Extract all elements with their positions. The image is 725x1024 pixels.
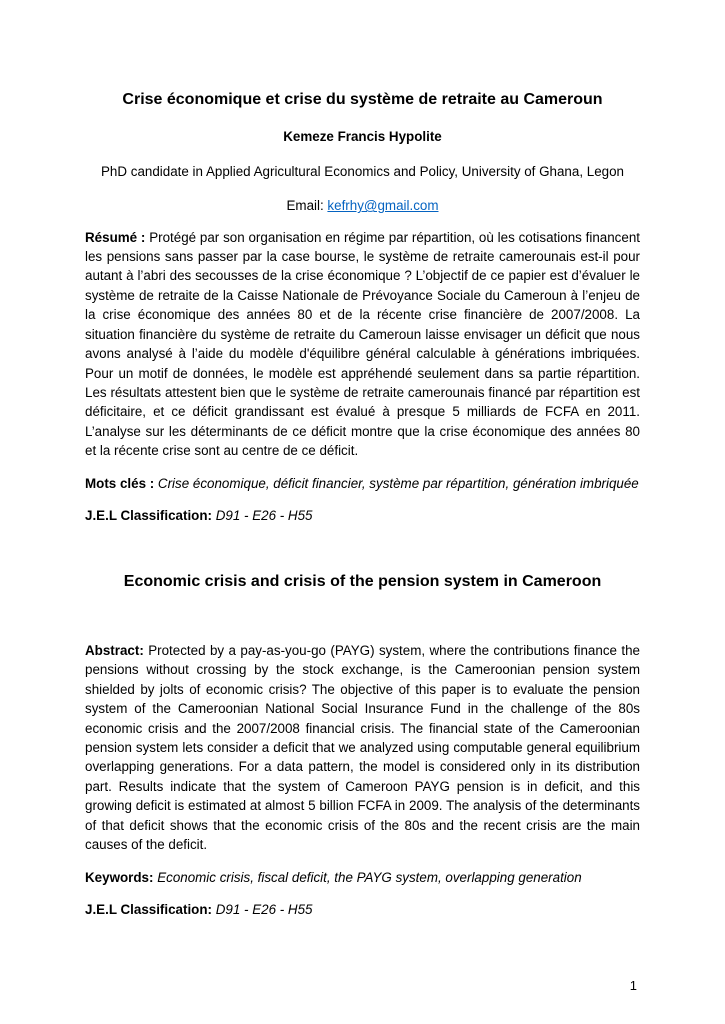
page-number: 1 bbox=[629, 978, 637, 994]
jel-classification-fr bbox=[85, 506, 640, 525]
jel-classification-en bbox=[85, 900, 640, 919]
author-name: Kemeze Francis Hypolite bbox=[283, 129, 442, 145]
author-affiliation: PhD candidate in Applied Agricultural Economics and Policy, University of Ghana, Legon bbox=[100, 163, 625, 179]
french-title: Crise économique et crise du système de retraite au Cameroun bbox=[122, 91, 603, 108]
resume-label: Résumé : bbox=[85, 229, 146, 245]
mots-cles-text: Crise économique, déficit financier, système par répartition, génération imbriquée bbox=[154, 475, 639, 491]
english-title: Economic crisis and crisis of the pension system in Cameroon bbox=[123, 572, 602, 590]
resume-paragraph bbox=[85, 228, 640, 461]
email-label: Email: bbox=[286, 198, 328, 214]
email-line bbox=[85, 196, 640, 215]
jel-text-en: D91 - E26 - H55 bbox=[212, 902, 313, 918]
mots-cles-paragraph bbox=[85, 474, 640, 493]
keywords-paragraph bbox=[85, 868, 640, 887]
abstract-text: Protected by a pay-as-you-go (PAYG) system, where the contributions finance the pensions without crossing by the stock exchange, is the Cameroonian pension system shielded by jolts of economic crisis? The objective of this paper is to evaluate the pension system of the Cameroonian National Social Insurance Fund in the challenge of the 80s economic crisis and the 2007/2008 financial crisis. The financial state of the Cameroonian pension system lets consider a deficit that we analyzed using computable general equilibrium overlapping generations. For a data pattern, the model is considered only in its distribution part. Results indicate that the system of Cameroon PAYG pension is in deficit, and this growing deficit is estimated at almost 5 billion FCFA in 2009. The analysis of the determinants of that deficit shows that the economic crisis of the 80s and the recent crisis are the main causes of the deficit. bbox=[85, 642, 640, 853]
resume-text: Protégé par son organisation en régime par répartition, où les cotisations financent les pensions sans passer par la case bourse, le système de retraite camerounais est-il pour autant à l’abri des secousses de la crise économique ? L’objectif de ce papier est d’évaluer le système de retraite de la Caisse Nationale de Prévoyance Sociale du Cameroun à l’enjeu de la crise économique des années 80 et de la récente crise financière de 2007/2008. La situation financière du système de retraite du Cameroun laisse envisager un déficit que nous avons analysé à l’aide du modèle d'équilibre général calculable à générations imbriquées. Pour un motif de données, le modèle est appréhendé seulement dans sa partie répartition. Les résultats attestent bien que le système de retraite camerounais financé par répartition est déficitaire, et ce déficit grandissant est évalué à presque 5 milliards de FCFA en 2011. L’analyse sur les déterminants de ce déficit montre que la crise économique des années 80 et la récente crise sont au centre de ce déficit. bbox=[85, 229, 640, 459]
abstract-label: Abstract: bbox=[85, 642, 144, 658]
email-link[interactable]: kefrhy@gmail.com bbox=[327, 198, 439, 214]
keywords-text: Economic crisis, fiscal deficit, the PAYG system, overlapping generation bbox=[153, 869, 582, 885]
jel-label-en: J.E.L Classification: bbox=[85, 902, 213, 918]
abstract-paragraph bbox=[85, 641, 640, 855]
jel-label-fr: J.E.L Classification: bbox=[85, 508, 213, 524]
keywords-label: Keywords: bbox=[85, 869, 154, 885]
mots-cles-label: Mots clés : bbox=[85, 475, 155, 491]
jel-text-fr: D91 - E26 - H55 bbox=[212, 508, 313, 524]
